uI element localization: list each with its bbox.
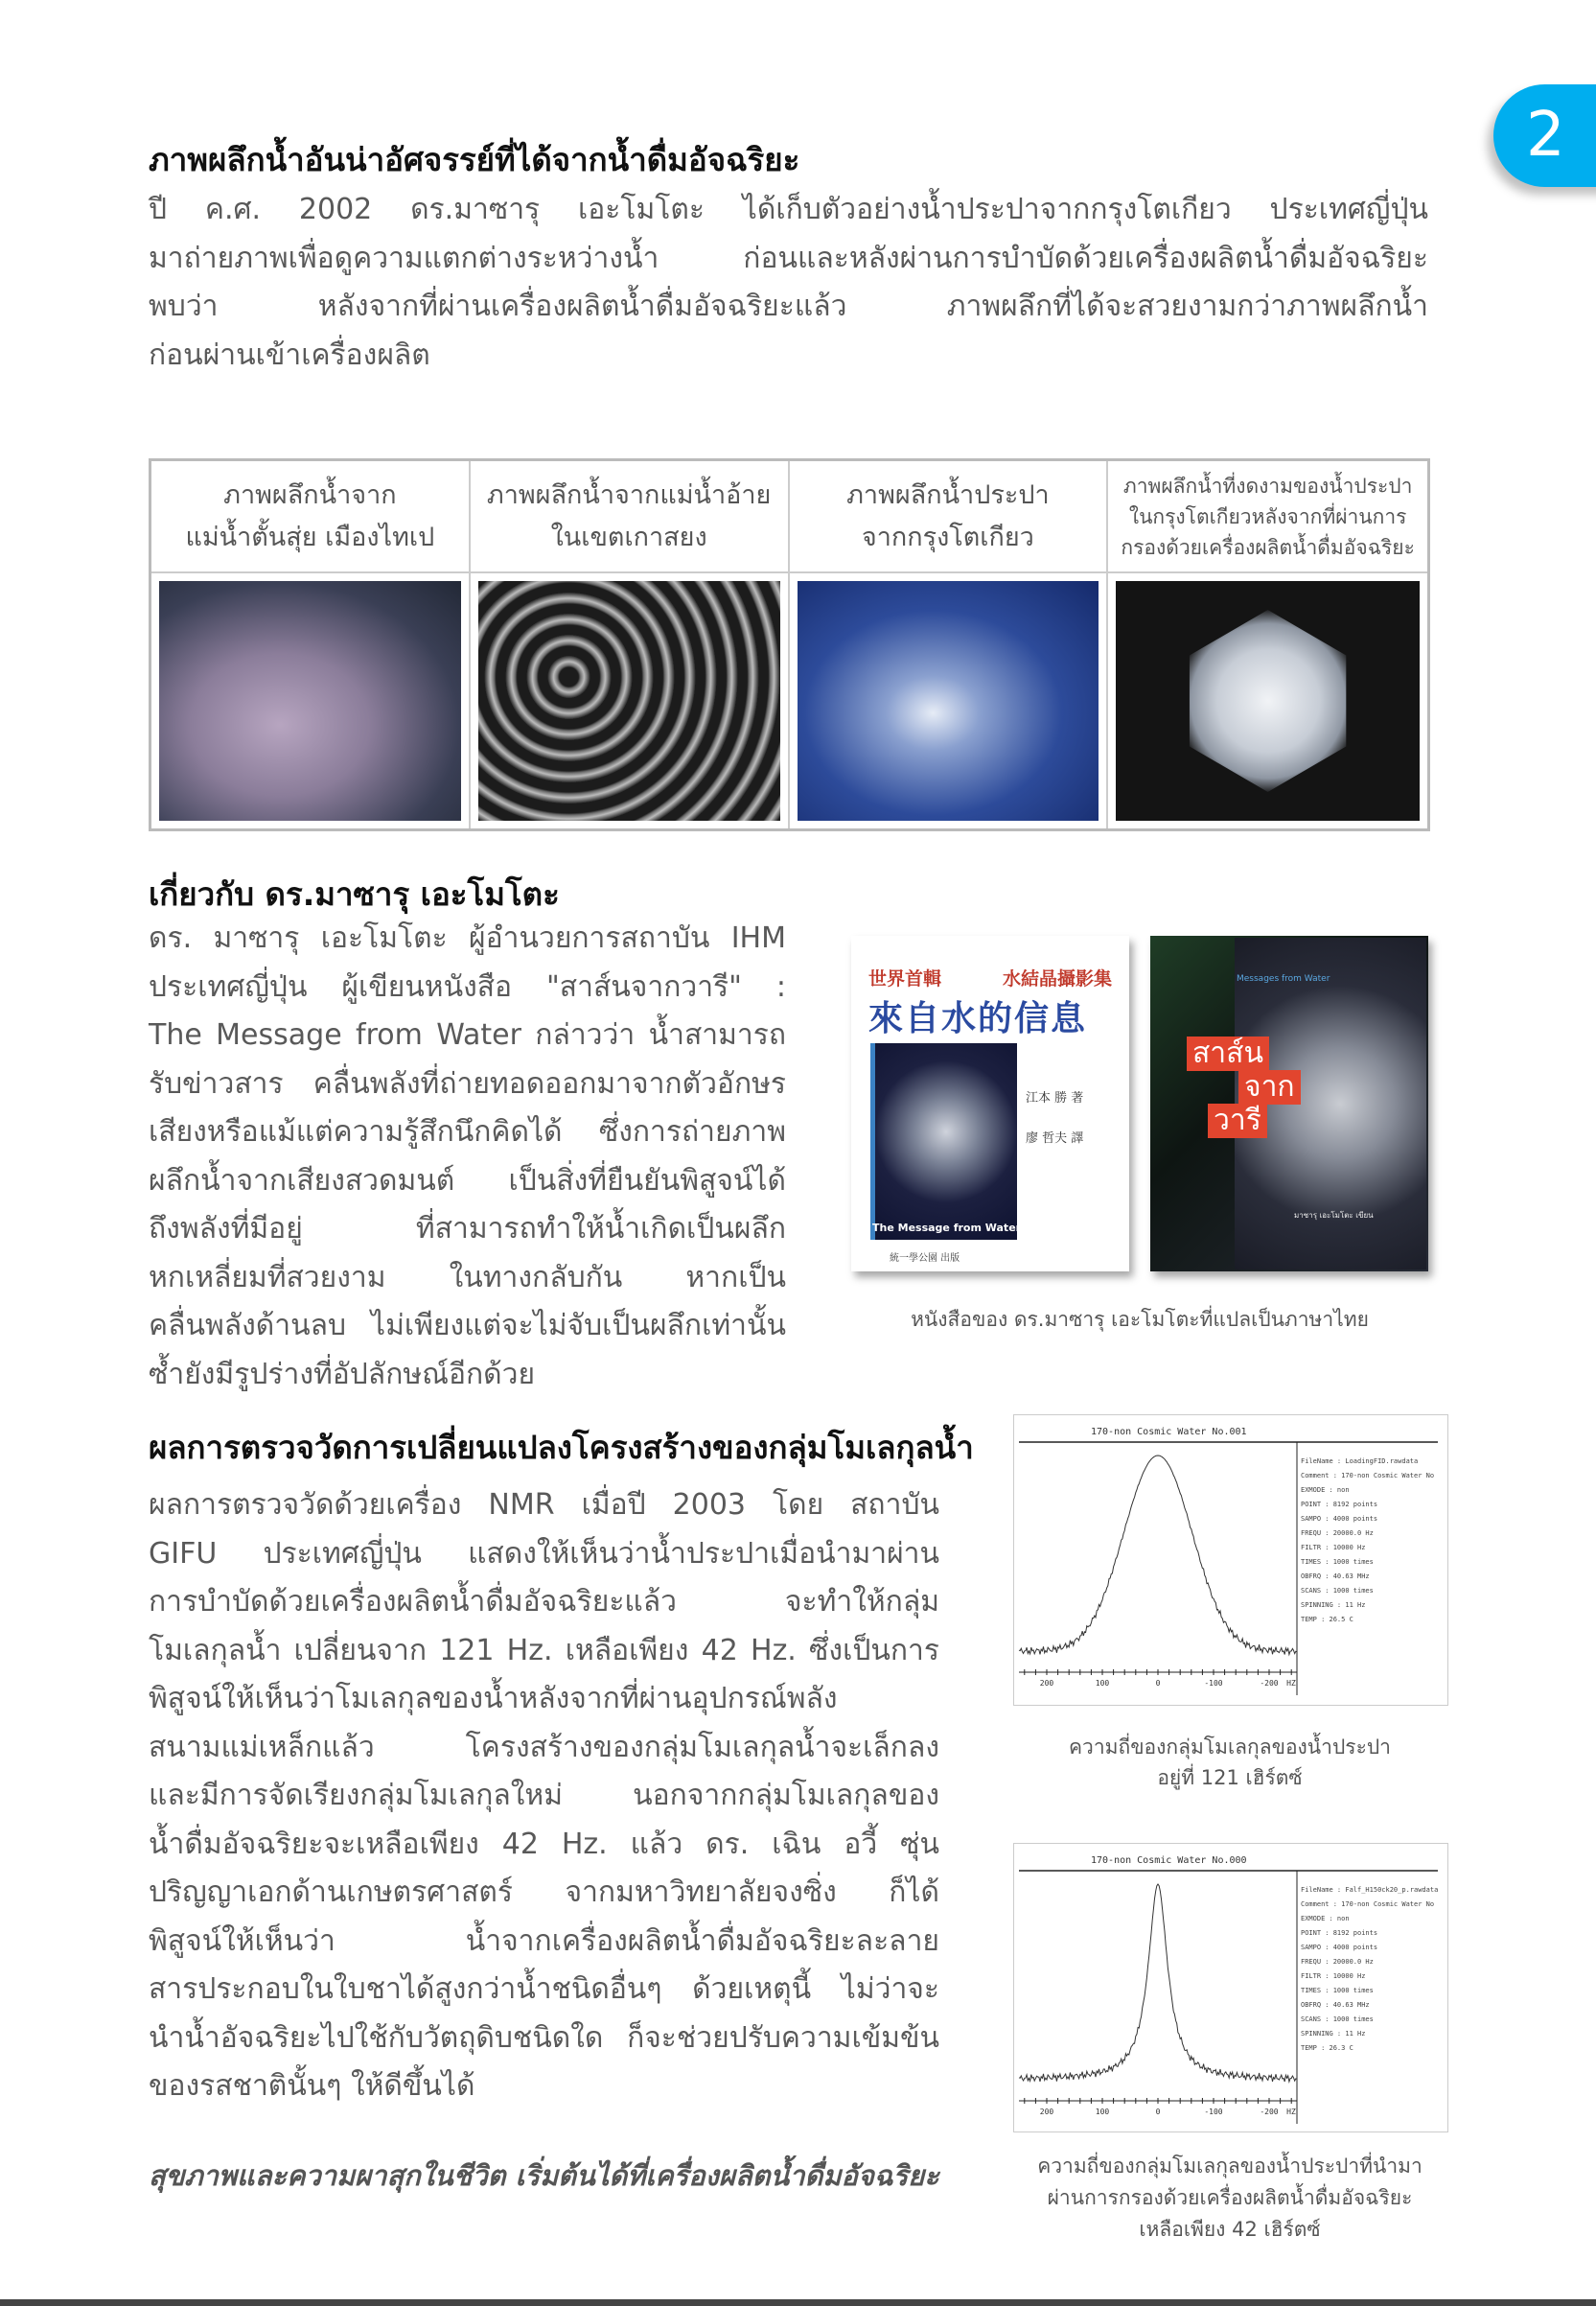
paragraph-line: ซ้ำยังมีรูปร่างที่อัปลักษณ์อีกด้วย (149, 1357, 536, 1391)
parameter-row: SAMPO : 4000 points (1301, 1515, 1378, 1523)
header-line: ในกรุงโตเกียวหลังจากที่ผ่านการ (1128, 504, 1407, 528)
snowflake-crystal (1177, 610, 1359, 792)
table-header-1 (151, 461, 471, 573)
parameter-row: FileName : Falf_H150ck20_p.rawdata (1301, 1886, 1439, 1894)
section1-paragraph (149, 186, 1428, 380)
paragraph-line: สนามแม่เหล็กแล้ว โครงสร้างของกลุ่มโมเลกุลน้ำจะเล็กลง (149, 1730, 939, 1764)
header-line: กรองด้วยเครื่องผลิตน้ำดื่มอัจฉริยะ (1121, 535, 1415, 559)
book-author: 江本 勝 著 (1026, 1091, 1084, 1106)
table-cell (471, 573, 790, 828)
paragraph-line: รับข่าวสาร คลื่นพลังที่ถ่ายทอดออกมาจากตัวอักษร (149, 1066, 786, 1101)
book-subtitle: 世界首輯 (868, 968, 942, 990)
x-tick-label: HZ (1286, 1679, 1296, 1688)
x-tick-label: 200 (1039, 2108, 1054, 2116)
parameter-row: TEMP : 26.5 C (1301, 1616, 1353, 1623)
book-subtitle: 水結晶攝影集 (1002, 968, 1112, 990)
section2-paragraph (149, 915, 786, 1399)
crystal-comparison-table (149, 458, 1430, 831)
paragraph-line: หกเหลี่ยมที่สวยงาม ในทางกลับกัน หากเป็น (149, 1260, 786, 1294)
paragraph-line: ของรสชาตินั้นๆ ให้ดีขึ้นได้ (149, 2069, 475, 2103)
parameter-row: FILTR : 10000 Hz (1301, 1544, 1366, 1551)
crystal-photo-tokyo-tap (798, 581, 1099, 821)
book-title: สาส์น (1187, 1037, 1269, 1071)
header-line: ภาพผลึกน้ำที่งดงามของน้ำประปา (1122, 474, 1413, 498)
x-tick-label: -200 (1260, 2108, 1279, 2116)
parameter-row: TIMES : 1000 times (1301, 1987, 1374, 1994)
paragraph-line: สารประกอบในใบชาได้สูงกว่าน้ำชนิดอื่นๆ ด้วยเหตุนี้ ไม่ว่าจะ (149, 1972, 939, 2006)
chart1-caption-line1: ความถี่ของกลุ่มโมเลกุลของน้ำประปา (1069, 1735, 1391, 1759)
parameter-row: OBFRQ : 40.63 MHz (1301, 1572, 1370, 1580)
chart-title: 170-non Cosmic Water No.001 (1091, 1427, 1247, 1437)
header-line: จากกรุงโตเกียว (861, 522, 1034, 552)
parameter-row: SAMPO : 4000 points (1301, 1944, 1378, 1951)
parameter-row: SCANS : 1000 times (1301, 1587, 1374, 1595)
header-line: ภาพผลึกน้ำจากแม่น้ำอ้าย (486, 479, 772, 510)
table-cell (1108, 573, 1427, 828)
chart2-caption-line3: เหลือเพียง 42 เฮิร์ตซ์ (1139, 2218, 1321, 2241)
x-tick-label: 100 (1095, 1679, 1110, 1688)
x-tick-label: HZ (1286, 2108, 1296, 2116)
chart2-caption-line2: ผ่านการกรองด้วยเครื่องผลิตน้ำดื่มอัจฉริยะ (1047, 2186, 1413, 2209)
spectrum-line (1019, 1456, 1297, 1655)
table-header-4 (1108, 461, 1427, 573)
header-line: ภาพผลึกน้ำประปา (846, 479, 1050, 510)
book-title: จาก (1238, 1070, 1301, 1105)
chart-svg (1014, 1844, 1447, 2131)
parameter-row: EXMODE : non (1301, 1915, 1350, 1922)
paragraph-line: น้ำดื่มอัจฉริยะจะเหลือเพียง 42 Hz. แล้ว ดร. เฉิน อวี้ ซุ่น (149, 1827, 940, 1861)
bottom-rule (0, 2299, 1596, 2306)
book-cover-chinese (851, 936, 1129, 1271)
footer-slogan: สุขภาพและความผาสุกในชีวิต เริ่มต้นได้ที่เครื่องผลิตน้ำดื่มอัจฉริยะ (149, 2159, 939, 2192)
parameter-row: FILTR : 10000 Hz (1301, 1972, 1366, 1980)
book-publisher: 統一學公園 出版 (890, 1253, 960, 1264)
parameter-row: FileName : LoadingFID.rawdata (1301, 1457, 1419, 1465)
book-cover-thai (1150, 936, 1428, 1271)
parameter-row: OBFRQ : 40.63 MHz (1301, 2001, 1370, 2009)
x-tick-label: 0 (1155, 1679, 1161, 1688)
paragraph-line: พิสูจน์ให้เห็นว่า น้ำจากเครื่องผลิตน้ำดื่มอัจฉริยะละลาย (149, 1923, 939, 1958)
section2-title: เกี่ยวกับ ดร.มาซารุ เอะโมโตะ (149, 875, 560, 913)
nmr-spectrum-filtered-water (1013, 1843, 1448, 2132)
x-tick-label: 200 (1039, 1679, 1054, 1688)
paragraph-line: ปี ค.ศ. 2002 ดร.มาซารุ เอะโมโตะ ได้เก็บตัวอย่างน้ำประปาจากกรุงโตเกียว ประเทศญี่ปุ่น (149, 193, 1428, 226)
paragraph-line: การบำบัดด้วยเครื่องผลิตน้ำดื่มอัจฉริยะแล้ว จะทำให้กลุ่ม (149, 1585, 939, 1619)
parameter-row: FREQU : 20000.0 Hz (1301, 1958, 1374, 1966)
header-line: แม่น้ำตั้นสุ่ย เมืองไทเป (185, 522, 435, 552)
chart1-caption-line2: อยู่ที่ 121 เฮิร์ตซ์ (1157, 1766, 1303, 1789)
book-translator: 廖 哲夫 譯 (1026, 1131, 1084, 1146)
chart-title: 170-non Cosmic Water No.000 (1091, 1855, 1247, 1866)
book-english-title: Messages from Water (1237, 974, 1330, 984)
paragraph-line: ดร. มาซารุ เอะโมโตะ ผู้อำนวยการสถาบัน IHM (149, 921, 786, 955)
paragraph-line: ถึงพลังที่มีอยู่ ที่สามารถทำให้น้ำเกิดเป็นผลึก (149, 1212, 786, 1246)
paragraph-line: โมเลกุลน้ำ เปลี่ยนจาก 121 Hz. เหลือเพียง 42 Hz. ซึ่งเป็นการ (149, 1633, 939, 1667)
page-number-badge: 2 (1493, 84, 1596, 187)
book-title: วารี (1208, 1104, 1267, 1138)
table-cell (151, 573, 471, 828)
section3-paragraph (149, 1481, 939, 2111)
paragraph-line: มาถ่ายภาพเพื่อดูความแตกต่างระหว่างน้ำ ก่อนและหลังผ่านการบำบัดด้วยเครื่องผลิตน้ำดื่มอัจฉริยะ (149, 241, 1428, 275)
paragraph-line: และมีการจัดเรียงกลุ่มโมเลกุลใหม่ นอกจากกลุ่มโมเลกุลของ (149, 1779, 939, 1812)
section3-title: ผลการตรวจวัดการเปลี่ยนแปลงโครงสร้างของกลุ่มโมเลกุลน้ำ (149, 1429, 974, 1466)
parameter-row: TEMP : 26.3 C (1301, 2044, 1353, 2052)
paragraph-line: พบว่า หลังจากที่ผ่านเครื่องผลิตน้ำดื่มอัจฉริยะแล้ว ภาพผลึกที่ได้จะสวยงามกว่าภาพผลึกน้ำ (149, 290, 1428, 323)
paragraph-line: ปริญญาเอกด้านเกษตรศาสตร์ จากมหาวิทยาลัยจงซิ่ง ก็ได้ (149, 1875, 939, 1909)
books-caption: หนังสือของ ดร.มาซารุ เอะโมโตะที่แปลเป็นภาษาไทย (911, 1308, 1369, 1331)
paragraph-line: GIFU ประเทศญี่ปุ่น แสดงให้เห็นว่าน้ำประปาเมื่อนำมาผ่าน (149, 1536, 939, 1571)
crystal-photo-ai-river (478, 581, 780, 821)
table-header-3 (790, 461, 1109, 573)
header-line: ในเขตเกาสยง (550, 522, 707, 552)
chart-svg (1014, 1415, 1447, 1703)
paragraph-line: ประเทศญี่ปุ่น ผู้เขียนหนังสือ "สาส์นจากวารี" : (149, 969, 786, 1004)
paragraph-line: ผลการตรวจวัดด้วยเครื่อง NMR เมื่อปี 2003 โดย สถาบัน (149, 1488, 939, 1522)
header-line: ภาพผลึกน้ำจาก (223, 479, 397, 510)
crystal-photo-tamsui-river (159, 581, 461, 821)
parameter-row: Comment : 170-non Cosmic Water No (1301, 1472, 1435, 1479)
parameter-row: Comment : 170-non Cosmic Water No (1301, 1900, 1435, 1908)
paragraph-line: เสียงหรือแม้แต่ความรู้สึกนึกคิดได้ ซึ่งการถ่ายภาพ (149, 1115, 786, 1149)
crystal-photo-filtered (1116, 581, 1420, 821)
x-tick-label: -100 (1204, 2108, 1223, 2116)
book-title: 來自水的信息 (868, 999, 1088, 1038)
book-cover-crystal-photo (870, 1043, 1017, 1240)
nmr-spectrum-tap-water (1013, 1414, 1448, 1706)
paragraph-line: พิสูจน์ให้เห็นว่าโมเลกุลของน้ำหลังจากที่ผ่านอุปกรณ์พลัง (149, 1682, 838, 1715)
paragraph-line: The Message from Water กล่าวว่า น้ำสามารถ (149, 1018, 786, 1052)
parameter-row: SPINNING : 11 Hz (1301, 2030, 1366, 2038)
section1-title: ภาพผลึกน้ำอันน่าอัศจรรย์ที่ได้จากน้ำดื่มอัจฉริยะ (149, 141, 800, 178)
book-english-title: The Message from Water (872, 1222, 1022, 1234)
paragraph-line: ผลึกน้ำจากเสียงสวดมนต์ เป็นสิ่งที่ยืนยันพิสูจน์ได้ (149, 1163, 786, 1198)
x-tick-label: -200 (1260, 1679, 1279, 1688)
table-header-2 (471, 461, 790, 573)
parameter-row: POINT : 8192 points (1301, 1929, 1378, 1937)
chart2-caption-line1: ความถี่ของกลุ่มโมเลกุลของน้ำประปาที่นำมา (1037, 2155, 1423, 2178)
parameter-row: SPINNING : 11 Hz (1301, 1601, 1366, 1609)
parameter-row: EXMODE : non (1301, 1486, 1350, 1494)
x-tick-label: 0 (1155, 2108, 1161, 2116)
parameter-row: POINT : 8192 points (1301, 1501, 1378, 1508)
paragraph-line: นำน้ำอัจฉริยะไปใช้กับวัตถุดิบชนิดใด ก็จะช่วยปรับความเข้มข้น (149, 2020, 939, 2055)
paragraph-line: ก่อนผ่านเข้าเครื่องผลิต (149, 338, 430, 372)
x-tick-label: -100 (1204, 1679, 1223, 1688)
x-tick-label: 100 (1095, 2108, 1110, 2116)
paragraph-line: คลื่นพลังด้านลบ ไม่เพียงแต่จะไม่จับเป็นผลึกเท่านั้น (149, 1309, 786, 1342)
parameter-row: TIMES : 1000 times (1301, 1558, 1374, 1566)
parameter-row: FREQU : 20000.0 Hz (1301, 1529, 1374, 1537)
book-author: มาซารุ เอะโมโตะ เขียน (1294, 1211, 1374, 1220)
parameter-row: SCANS : 1000 times (1301, 2015, 1374, 2023)
spectrum-line (1019, 1884, 1297, 2082)
table-cell (790, 573, 1109, 828)
